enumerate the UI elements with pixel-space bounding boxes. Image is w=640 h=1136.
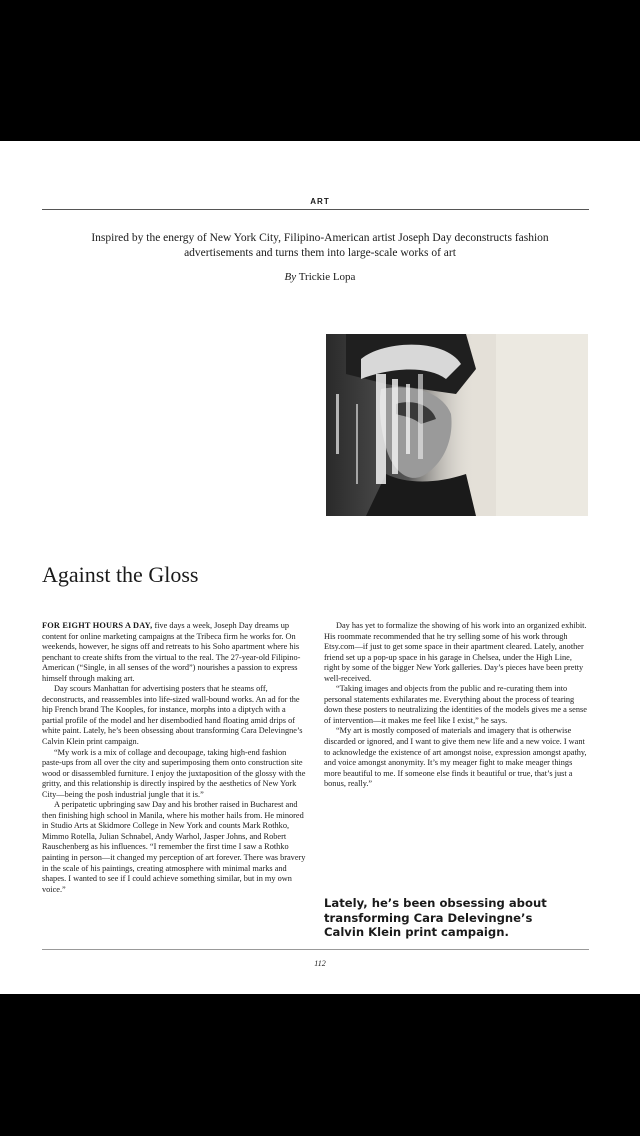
body-paragraph: A peripatetic upbringing saw Day and his brother raised in Bucharest and then finishing high school in Manila, where his mother hails from. He minored in Studio Arts at Skidmore College in New York and counts Mark Rothko, Mimmo Rotella, Julian Schnabel, Andy Warhol, Jasper Johns, and Robert Rauschenberg as his influences. “I remember the first time I saw a Rothko painting in person—it changed my perception of art forever. There was bravery in the scale of his paintings, creating atmosphere with minimal marks and shapes. I wanted to see if I could achieve something similar, but in my own voice.” [42, 800, 306, 894]
body-paragraph: “My work is a mix of collage and decoupage, taking high-end fashion paste-ups from all over the city and superimposing them onto construction site wood or disassembled furniture. I enjoy the juxtaposition of the glossy with the gritty, and this relationship is directly inspired by the aesthetics of New York City—being the posh industrial jungle that it is.” [42, 747, 306, 799]
body-paragraph: Day has yet to formalize the showing of his work into an organized exhibit. His roommate recommended that he try selling some of his work through Etsy.com—if just to get some space in their apartment cleared. Lately, another friend set up a pop-up space in his garage in Chelsea, under the High Line, right by some of the bigger New York galleries. Day’s pieces have been pretty well-received. [324, 621, 587, 683]
byline-author: Trickie Lopa [298, 271, 356, 283]
footer-rule [42, 949, 589, 950]
section-label: ART [310, 197, 330, 206]
artwork-collage-portrait [326, 334, 588, 516]
body-paragraph: Day scours Manhattan for advertising posters that he steams off, deconstructs, and reassembles into life-sized wall-bound works. An ad for the hip French brand The Kooples, for instance, morphs into a diptych with a partial profile of the model and her disembodied hand floating amid drips of white paint. Lately, he’s been obsessing about transforming Cara Delevingne’s Calvin Klein print campaign. [42, 684, 303, 747]
byline-by: By [284, 271, 297, 283]
first-paragraph-text: five days a week, Joseph Day dreams up content for online marketing campaigns at the Tribeca firm he works for. On weekends, however, he signs off and retreats to his Soho apartment where his penchant to create shifts from the virtual to the real. The 27-year-old Filipino-American (“Single, in all senses of the word”) nourishes a passion to express himself through making art. [42, 621, 301, 683]
artwork-image [326, 334, 588, 516]
header-rule [42, 209, 589, 210]
lead-in: FOR EIGHT HOURS A DAY, [42, 621, 153, 630]
article-headline: Against the Gloss [42, 562, 199, 587]
pull-quote: Lately, he’s been obsessing about transforming Cara Delevingne’s Calvin Klein print campaign. [324, 896, 547, 939]
byline [0, 271, 640, 283]
page-number: 112 [314, 959, 326, 968]
article-deck: Inspired by the energy of New York City, Filipino-American artist Joseph Day deconstructs fashion advertisements and turns them into large-scale works of art [91, 232, 549, 259]
body-column-right [324, 621, 588, 790]
body-paragraph: “My art is mostly composed of materials and imagery that is otherwise discarded or ignored, and I want to give them new life and a new voice. I want to acknowledge the existence of art amongst noise, expression amongst apathy, and voice amongst anonymity. It’s my meager fight to make meager things more beautiful to me. If someone else finds it beautiful or true, that’s just a bonus, really.” [324, 726, 587, 789]
magazine-page [0, 141, 640, 994]
body-paragraph [42, 621, 306, 684]
body-column-left [42, 621, 306, 895]
body-paragraph: “Taking images and objects from the public and re-curating them into personal statements exhilarates me. Everything about the process of tearing down these posters to neutralizing the identities of the models gives me a sense of intervention—it makes me feel like I exist,” he says. [324, 684, 587, 725]
